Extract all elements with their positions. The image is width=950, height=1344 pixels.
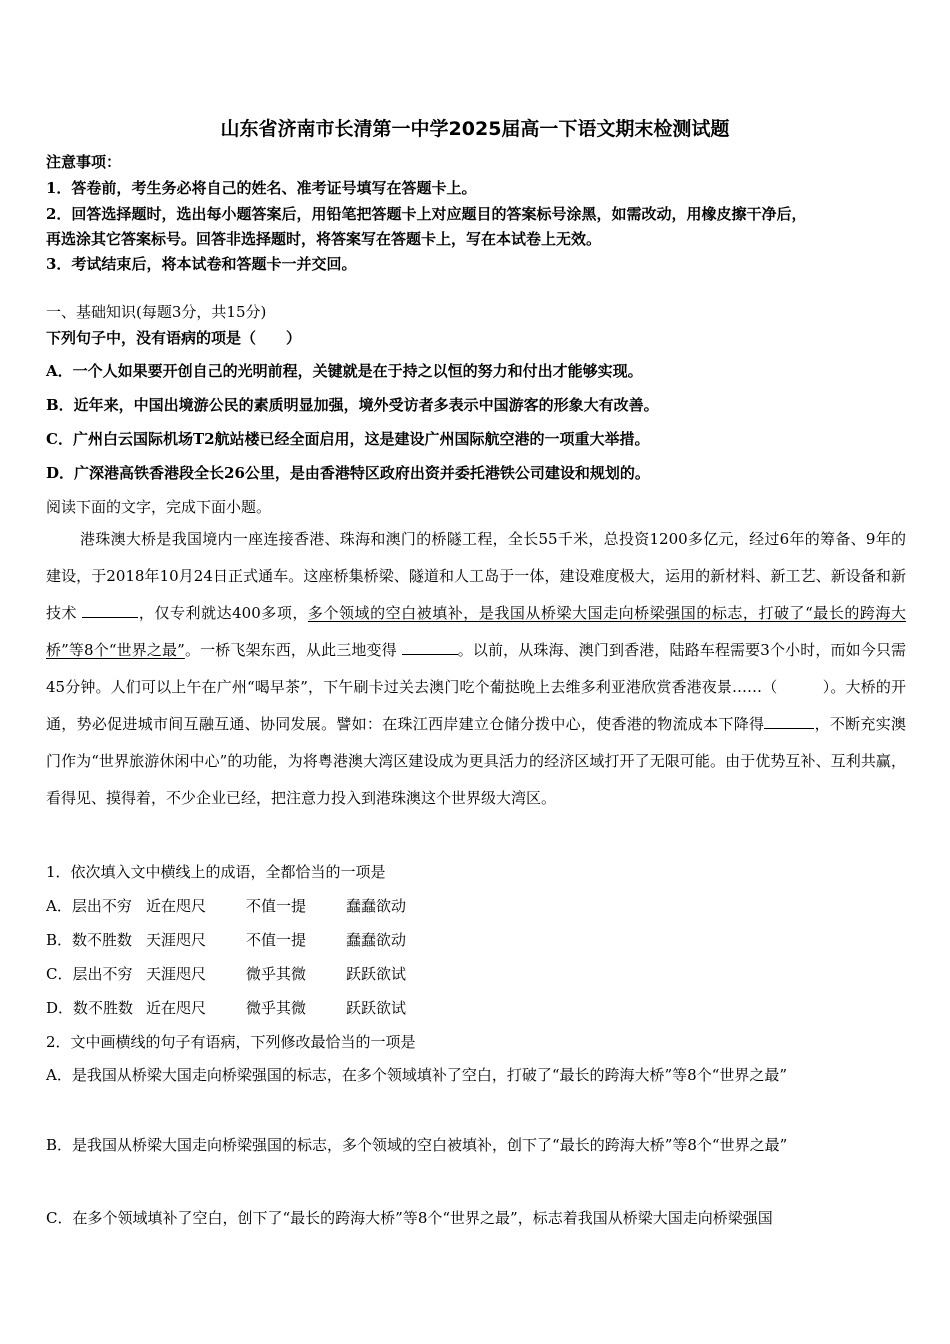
option-word: 天涯咫尺 <box>146 965 207 983</box>
blank-3 <box>764 714 814 729</box>
option-label: A．层出不穷 <box>46 897 132 915</box>
option-label: D．数不胜数 <box>46 999 134 1017</box>
option-word: 不值一提 <box>246 931 307 949</box>
notice-heading: 注意事项： <box>46 153 122 171</box>
notice-item: 2．回答选择题时，选出每小题答案后，用铅笔把答题卡上对应题目的答案标号涂黑，如需改动，用橡皮擦干净后， <box>46 205 807 223</box>
q1-option-c <box>46 964 406 984</box>
q2-stem: 2．文中画横线的句子有语病，下列修改最恰当的一项是 <box>46 1033 416 1051</box>
option-word: 蠢蠢欲动 <box>346 931 407 949</box>
option-a: A．一个人如果要开创自己的光明前程，关键就是在于持之以恒的努力和付出才能够实现。 <box>46 362 643 380</box>
underlined-sentence: 多个领域的空白被填补，是我国从桥梁大国走向桥梁强国的标志，打破了“最长的跨海大桥”等8个“世界之最” <box>46 604 906 659</box>
option-word: 近在咫尺 <box>146 897 207 915</box>
q2-option-a: A．是我国从桥梁大国走向桥梁强国的标志，在多个领域填补了空白，打破了“最长的跨海大桥”等8个“世界之最” <box>46 1066 788 1084</box>
q1-stem: 1．依次填入文中横线上的成语，全都恰当的一项是 <box>46 863 386 881</box>
blank-1 <box>82 603 138 618</box>
option-word: 蠢蠢欲动 <box>346 897 407 915</box>
option-c: C．广州白云国际机场T2航站楼已经全面启用，这是建设广州国际航空港的一项重大举措。 <box>46 430 650 448</box>
option-word: 近在咫尺 <box>146 999 207 1017</box>
option-word: 微乎其微 <box>246 965 307 983</box>
option-word: 跃跃欲试 <box>346 999 407 1017</box>
option-b: B．近年来，中国出境游公民的素质明显加强，境外受访者多表示中国游客的形象大有改善。 <box>46 396 659 414</box>
notice-item: 3．考试结束后，将本试卷和答题卡一并交回。 <box>46 255 357 273</box>
option-label: B．数不胜数 <box>46 931 133 949</box>
q2-option-c: C．在多个领域填补了空白，创下了“最长的跨海大桥”等8个“世界之最”，标志着我国从桥梁大国走向桥梁强国 <box>46 1209 773 1227</box>
passage-text: 港珠澳大桥是我国境内一座连接香港、珠海和澳门的桥隧工程，全长55千米，总投资1200多亿元，经过6年的筹备、9年的建设，于2018年10月24日正式通车。这座桥集桥梁、隧道和人工岛于一体，建设难度极大，运用的新材料、新工艺、新设备和新技术 <box>46 530 906 622</box>
passage-text: 。以前，从珠海、澳门到香港，陆路车程需要3个小时，而如今只需45分钟。人们可以上午在广州“喝早茶”，下午刷卡过关去澳门吃个葡挞晚上去维多利亚港欣赏香港夜景……（ ）。大桥的开通，势必促进城市间互融互通、协同发展。譬如：在珠江西岸建立仓储分拨中心，使香港的物流成本下降得 <box>46 641 906 733</box>
blank-2 <box>402 640 458 655</box>
passage-text: ，仅专利就达400多项， <box>138 604 308 622</box>
option-word: 不值一提 <box>246 897 307 915</box>
option-word: 微乎其微 <box>246 999 307 1017</box>
section-heading: 一、基础知识(每题3分，共15分) <box>46 303 267 321</box>
option-word: 跃跃欲试 <box>346 965 407 983</box>
option-word: 天涯咫尺 <box>146 931 207 949</box>
reading-passage <box>46 521 906 817</box>
reading-intro: 阅读下面的文字，完成下面小题。 <box>46 498 272 516</box>
passage-text: 。一桥飞架东西，从此三地变得 <box>184 641 397 659</box>
q1-option-a <box>46 896 406 916</box>
notice-item: 1．答卷前，考生务必将自己的姓名、准考证号填写在答题卡上。 <box>46 179 477 197</box>
option-d: D．广深港高铁香港段全长26公里，是由香港特区政府出资并委托港铁公司建设和规划的。 <box>46 464 650 482</box>
page-title: 山东省济南市长清第一中学2025届高一下语文期末检测试题 <box>220 118 730 140</box>
q2-option-b: B．是我国从桥梁大国走向桥梁强国的标志，多个领域的空白被填补，创下了“最长的跨海大桥”等8个“世界之最” <box>46 1136 788 1154</box>
q1-option-d <box>46 998 406 1018</box>
q1-option-b <box>46 930 406 950</box>
option-label: C．层出不穷 <box>46 965 133 983</box>
passage-text: ，把注意力投入到港珠澳这个世界级大湾区。 <box>256 789 557 807</box>
notice-item: 再选涂其它答案标号。回答非选择题时，将答案写在答题卡上，写在本试卷上无效。 <box>46 230 602 248</box>
passage-text: ，不断充实澳门作为“世界旅游休闲中心”的功能，为将粤港澳大湾区建设成为更具活力的经济区域打开了无限可能。由于优势互补、互利共赢，看得见、摸得着，不少企业已经 <box>46 715 906 807</box>
question-stem: 下列句子中，没有语病的项是（ ） <box>46 329 302 347</box>
